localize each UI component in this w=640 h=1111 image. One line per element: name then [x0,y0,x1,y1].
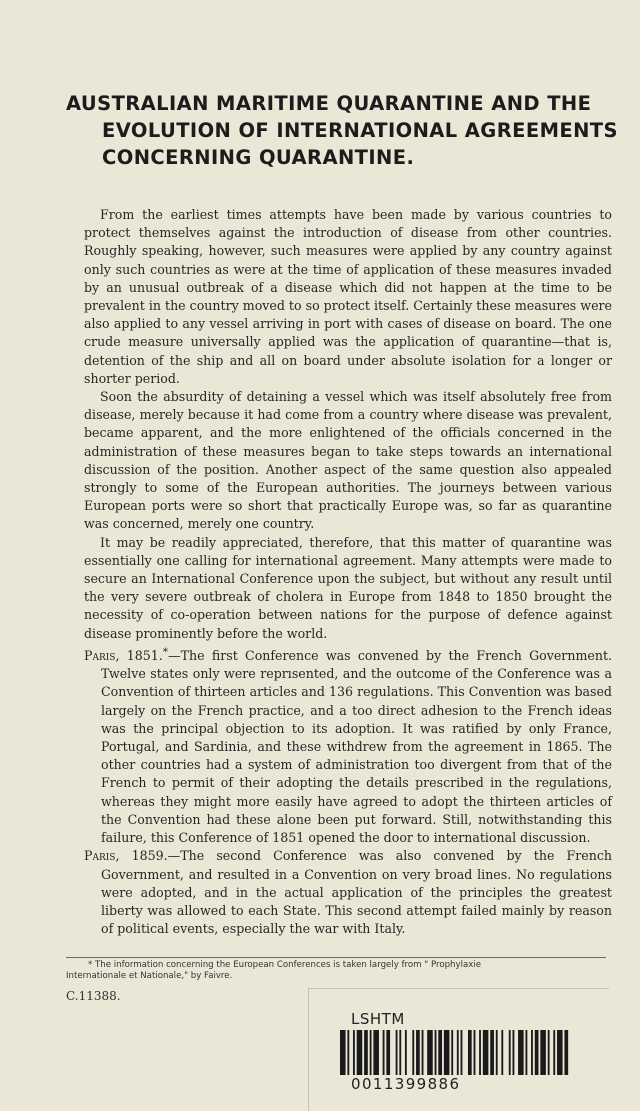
paragraph-2: Soon the absurdity of detaining a vessel which was itself absolutely free from disease, merely because it had come from a country where disease was prevalent, became apparent, and the more enlightened of the officials concerned in the administration of these measures began to take steps towards an international discussion of the position. Another aspect of the same question also appealed strongly to some of the European authorities. The journeys between various European ports were so short that practically Europe was, so far as quarantine was concerned, merely one country. [84,389,612,532]
barcode-bar [548,1030,550,1075]
barcode-bar [540,1030,546,1075]
barcode-bar [438,1030,442,1075]
paris-1851-heading: Paris, 1851. [84,648,163,664]
barcode-bar [405,1030,407,1075]
barcode-bar [557,1030,563,1075]
barcode-bar [357,1030,363,1075]
barcode-bar [564,1030,568,1075]
title-line-2: EVOLUTION OF INTERNATIONAL AGREEMENTS [102,119,618,142]
barcode-bar [461,1030,463,1075]
paris-1859-heading: Paris, 1859. [84,848,168,864]
barcode-bar [353,1030,355,1075]
barcode-bar [386,1030,390,1075]
barcode-bar [422,1030,424,1075]
footnote [66,960,606,981]
paragraph-paris-1859 [84,847,612,938]
paragraph-3: It may be readily appreciated, therefore, that this matter of quarantine was essentially one calling for international agreement. Many attempts were made to secure an International Conference upon the subject, but without any result until the very severe outbreak of cholera in Europe from 1848 to 1850 brought the necessity of co-operation between nations for the purpose of defence against disease prominently before the world. [84,534,612,641]
barcode-bar [525,1030,527,1075]
barcode-icon [340,1030,570,1075]
barcode-bar [531,1030,533,1075]
paragraph-1: From the earliest times attempts have been made by various countries to protect themselves against the introduction of disease from other countries. Roughly speaking, however, such measures were applied by any country against only such countries as were at the time of application of these measures invaded by an unusual outbreak of a disease which did not happen at the time to be prevalent in the country moved to so protect itself. Certainly these measures were also applied to any vessel arriving in port with cases of disease on board. The one crude measure universally applied was the application of quarantine—that is, detention of the ship and all on board under absolute isolation for a longer or shorter period. [84,207,612,386]
barcode-bar [490,1030,494,1075]
barcode-bar [457,1030,459,1075]
barcode-bar [468,1030,472,1075]
barcode-bar [427,1030,433,1075]
barcode-bar [451,1030,453,1075]
paris-1851-body: —The first Conference was convened by the French Government. Twelve states only were reprısented, and the outcome of the Conference was a Convention of thirteen articles and 136 regulations. This Convention was based largely on the French practice, and a too direct adhesion to the French ideas was the principal objection to its adoption. It was ratified by only France, Portugal, and Sardinia, and these withdrew from the agreement in 1865. The other countries had a system of administration too divergent from that of the French to permit of their adopting the details prescribed in the regulations, whereas they might more easily have agreed to adopt the thirteen articles of the Convention had these alone been put forward. Still, notwithstanding this failure, this Conference of 1851 opened the door to international discussion. [101,648,613,846]
barcode-bar [513,1030,515,1075]
reference-code: C.11388. [66,989,121,1003]
barcode-bar [496,1030,498,1075]
barcode-bar [501,1030,503,1075]
barcode-bar [399,1030,401,1075]
barcode-bar [396,1030,398,1075]
barcode-bar [416,1030,420,1075]
footnote-line-1: * The information concerning the European Conferences is taken largely from " Prophylaxie [88,960,481,970]
paris-1859-body: —The second Conference was also convened by the French Government, and resulted in a Convention on very broad lines. No regulations were adopted, and in the actual application of the principles the greatest liberty was allowed to each State. This second attempt failed mainly by reason of political events, especially the war with Italy. [101,848,612,937]
paragraph-paris-1851 [84,643,612,847]
title-line-3: CONCERNING QUARANTINE. [102,146,415,169]
footnote-line-2: Internationale et Nationale," by Faivre. [66,970,233,981]
barcode-bar [347,1030,349,1075]
barcode-bar [518,1030,524,1075]
barcode-bar [479,1030,481,1075]
barcode-bar [509,1030,511,1075]
footnote-divider [66,957,606,958]
barcode-bar [373,1030,379,1075]
barcode-bar [474,1030,476,1075]
barcode-bar [435,1030,437,1075]
barcode-bar [340,1030,346,1075]
barcode-bar [412,1030,414,1075]
body-text [84,206,612,938]
barcode-bar [444,1030,450,1075]
barcode-bar [364,1030,368,1075]
library-label: LSHTM [351,1010,405,1028]
barcode-bar [553,1030,555,1075]
barcode-number: 0011399886 [351,1075,461,1093]
barcode-bar [383,1030,385,1075]
barcode-bar [483,1030,489,1075]
footnote-marker: * [162,645,169,658]
title-line-1: AUSTRALIAN MARITIME QUARANTINE AND THE [66,92,592,115]
barcode-bar [370,1030,372,1075]
barcode-bar [535,1030,539,1075]
page-title [66,90,618,171]
